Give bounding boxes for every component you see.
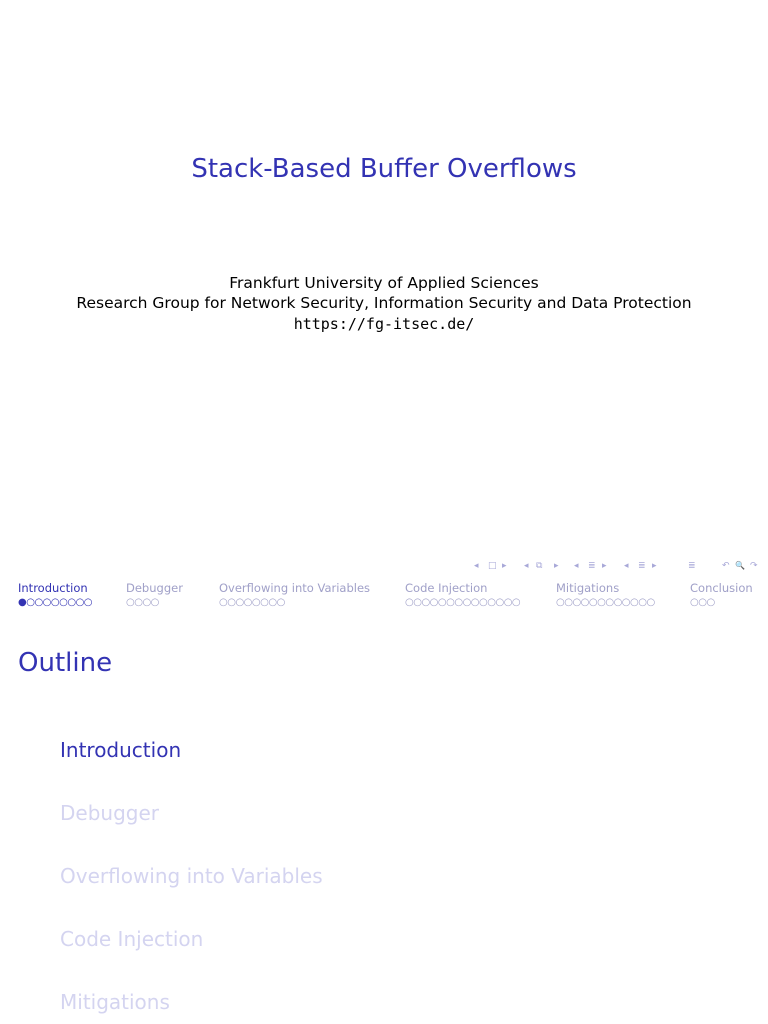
nav-frame-icon[interactable]: □	[488, 561, 497, 571]
section-label: Mitigations	[556, 581, 620, 595]
headline-section-mitigations[interactable]	[556, 581, 655, 609]
section-label: Conclusion	[690, 581, 753, 595]
institution-name: Frankfurt University of Applied Sciences	[229, 274, 539, 292]
outline-item-introduction[interactable]: Introduction	[60, 738, 182, 762]
section-label: Overflowing into Variables	[219, 581, 371, 595]
nav-subsection-icon[interactable]: ≣	[588, 561, 596, 571]
nav-document-icon[interactable]: ≣	[688, 561, 696, 571]
headline-section-introduction[interactable]	[18, 581, 92, 609]
outline-slide	[0, 576, 768, 1024]
nav-search-icon[interactable]: 🔍	[735, 561, 745, 570]
frame-dots[interactable]: ○○○○	[126, 597, 159, 608]
section-label: Debugger	[126, 581, 183, 595]
beamer-navigation-symbols	[474, 561, 764, 575]
nav-prev-slide-icon[interactable]: ◂	[524, 561, 529, 571]
frame-dots[interactable]: ○○○	[690, 597, 715, 608]
nav-slide-icon[interactable]: ⧉	[536, 561, 543, 571]
nav-next-subsection-icon[interactable]: ▸	[602, 561, 607, 571]
headline-section-debugger[interactable]	[126, 581, 183, 609]
headline-section-code-injection[interactable]	[405, 581, 520, 609]
headline-section-overflowing-into-variables[interactable]	[219, 581, 370, 609]
nav-next-frame-icon[interactable]: ▸	[502, 561, 507, 571]
nav-back-icon[interactable]: ↶	[722, 561, 730, 571]
nav-prev-subsection-icon[interactable]: ◂	[574, 561, 579, 571]
nav-next-slide-icon[interactable]: ▸	[554, 561, 559, 571]
frame-dots[interactable]: ○○○○○○○○○○○○	[556, 597, 655, 608]
frame-title: Outline	[18, 648, 113, 678]
section-label: Introduction	[18, 581, 88, 595]
nav-section-icon[interactable]: ≣	[638, 561, 646, 571]
outline-item-overflowing-into-variables[interactable]: Overflowing into Variables	[60, 864, 323, 888]
nav-next-section-icon[interactable]: ▸	[652, 561, 657, 571]
section-navigation-bar	[0, 576, 768, 616]
group-url: https://fg-itsec.de/	[293, 315, 475, 333]
outline-item-mitigations[interactable]: Mitigations	[60, 990, 170, 1014]
presentation-title: Stack-Based Buffer Overflows	[191, 154, 577, 184]
outline-item-code-injection[interactable]: Code Injection	[60, 927, 204, 951]
frame-dots[interactable]: ○○○○○○○○	[219, 597, 285, 608]
frame-dots[interactable]: ●○○○○○○○○	[18, 597, 93, 608]
nav-forward-icon[interactable]: ↷	[750, 561, 758, 571]
frame-dots[interactable]: ○○○○○○○○○○○○○○	[405, 597, 521, 608]
outline-item-debugger[interactable]: Debugger	[60, 801, 159, 825]
nav-prev-frame-icon[interactable]: ◂	[474, 561, 479, 571]
research-group-name: Research Group for Network Security, Information Security and Data Protection	[76, 294, 692, 312]
section-label: Code Injection	[405, 581, 488, 595]
nav-prev-section-icon[interactable]: ◂	[624, 561, 629, 571]
headline-section-conclusion[interactable]	[690, 581, 753, 609]
